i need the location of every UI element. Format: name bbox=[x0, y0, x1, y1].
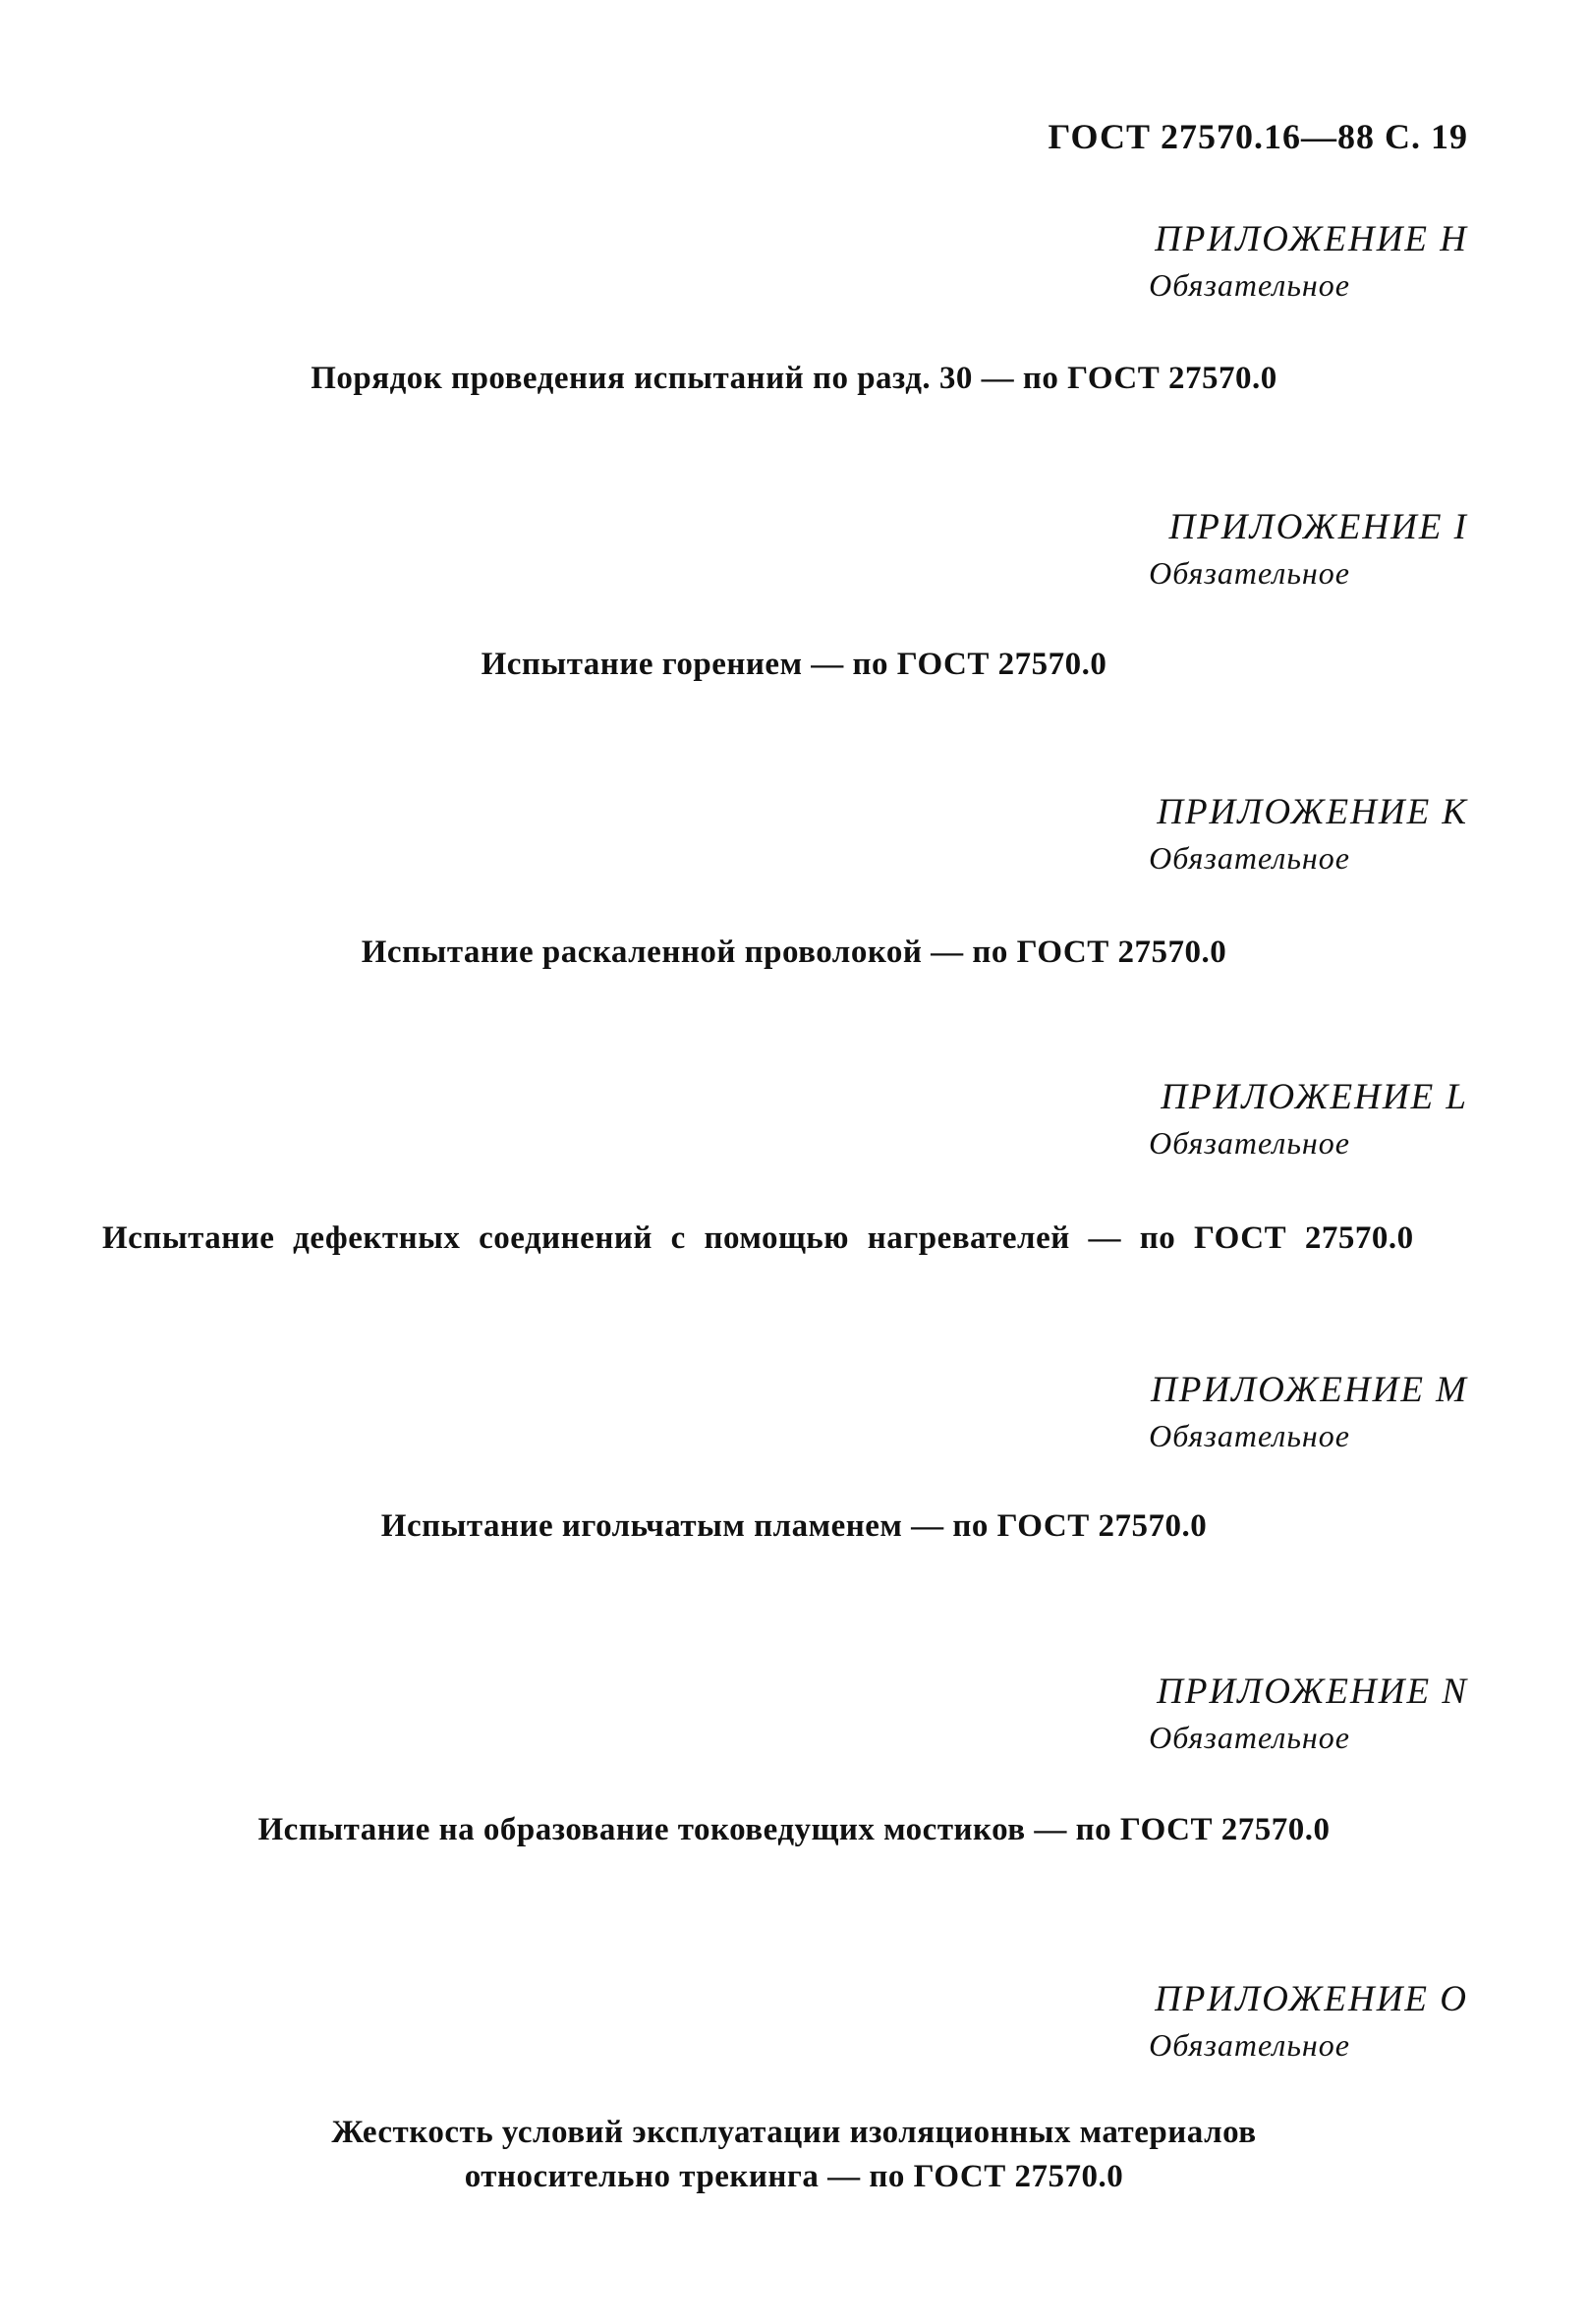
appendix-l bbox=[0, 1076, 1588, 1184]
appendix-title: ПРИЛОЖЕНИЕ Н bbox=[1155, 219, 1468, 259]
appendix-title: ПРИЛОЖЕНИЕ N bbox=[1157, 1672, 1468, 1712]
appendix-title: ПРИЛОЖЕНИЕ I bbox=[1168, 507, 1468, 547]
appendix-status: Обязательное bbox=[1149, 2027, 1350, 2063]
appendix-text: Испытание горением — по ГОСТ 27570.0 bbox=[481, 647, 1107, 682]
appendix-m bbox=[0, 1369, 1588, 1477]
appendix-o bbox=[0, 1978, 1588, 2086]
appendix-status: Обязательное bbox=[1149, 267, 1350, 303]
appendix-h bbox=[0, 218, 1588, 326]
page-header: ГОСТ 27570.16—88 С. 19 bbox=[1048, 117, 1468, 156]
appendix-text: относительно трекинга — по ГОСТ 27570.0 bbox=[464, 2159, 1124, 2194]
appendix-k bbox=[0, 791, 1588, 899]
appendix-title: ПРИЛОЖЕНИЕ К bbox=[1157, 792, 1468, 832]
appendix-text: Испытание на образование токоведущих мостиков — по ГОСТ 27570.0 bbox=[257, 1812, 1331, 1847]
appendix-status: Обязательное bbox=[1149, 840, 1350, 876]
appendix-text: Жесткость условий эксплуатации изоляционных материалов bbox=[331, 2115, 1257, 2150]
appendix-title: ПРИЛОЖЕНИЕ M bbox=[1150, 1370, 1468, 1410]
appendix-status: Обязательное bbox=[1149, 1418, 1350, 1453]
appendix-text: Испытание дефектных соединений с помощью нагревателей — по ГОСТ 27570.0 bbox=[102, 1220, 1414, 1256]
appendix-text: Испытание раскаленной проволокой — по ГОСТ 27570.0 bbox=[361, 935, 1227, 970]
appendix-status: Обязательное bbox=[1149, 555, 1350, 591]
appendix-status: Обязательное bbox=[1149, 1125, 1350, 1161]
appendix-title: ПРИЛОЖЕНИЕ О bbox=[1155, 1979, 1468, 2019]
appendix-title: ПРИЛОЖЕНИЕ L bbox=[1161, 1077, 1468, 1117]
appendix-text: Испытание игольчатым пламенем — по ГОСТ 27570.0 bbox=[380, 1508, 1208, 1544]
appendix-status: Обязательное bbox=[1149, 1720, 1350, 1755]
appendix-n bbox=[0, 1671, 1588, 1779]
appendix-text: Порядок проведения испытаний по разд. 30 — по ГОСТ 27570.0 bbox=[311, 361, 1277, 396]
appendix-i bbox=[0, 506, 1588, 614]
